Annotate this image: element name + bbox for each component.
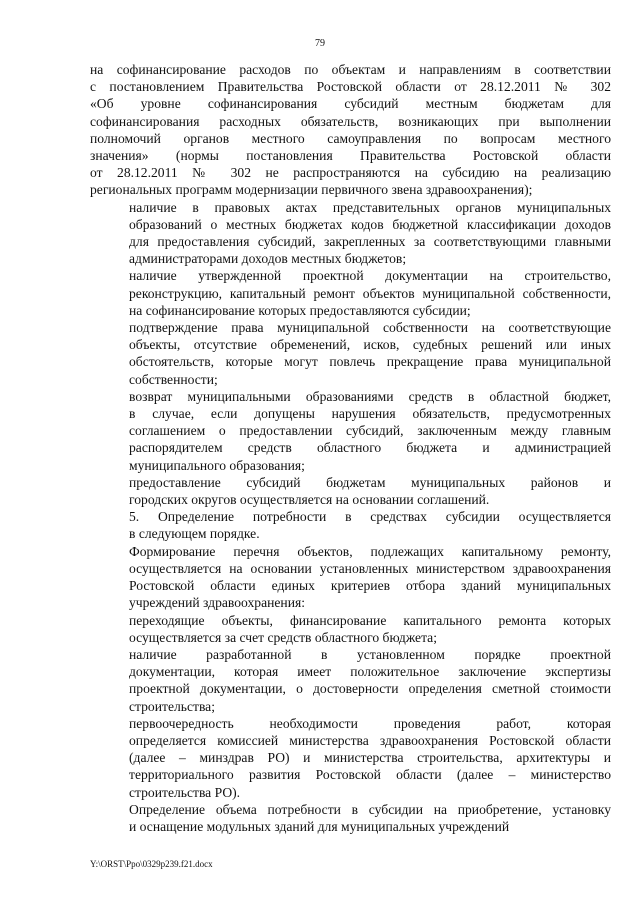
text-line: наличие в правовых актах представительных органов муниципальных (129, 199, 611, 215)
paragraph (90, 612, 611, 646)
text-line: первоочередность необходимости проведения работ, которая (129, 715, 611, 731)
text-line: строительства; (129, 698, 215, 714)
paragraph (90, 508, 611, 542)
document-body (90, 61, 611, 835)
paragraph (90, 715, 611, 801)
text-line: администраторами доходов местных бюджетов; (129, 251, 407, 267)
paragraph (90, 319, 611, 388)
text-line: значения» (нормы постановления Правительства Ростовской области (90, 148, 611, 164)
text-line: городских округов осуществляется на основании соглашений. (129, 492, 490, 508)
text-line: обстоятельств, которые могут повлечь прекращение права муниципальной (129, 354, 611, 370)
paragraph (90, 199, 611, 268)
paragraph (90, 646, 611, 715)
text-line: «Об уровне софинансирования субсидий местным бюджетам для (90, 96, 611, 112)
page-number: 79 (315, 38, 325, 49)
footer-file-path: Y:\ORST\Ppo\0329p239.f21.docx (90, 859, 213, 869)
paragraph (90, 801, 611, 835)
text-line: в следующем порядке. (129, 526, 260, 542)
text-line: проектной документации, о достоверности определения сметной стоимости (129, 681, 611, 697)
text-line: полномочий органов местного самоуправления по вопросам местного (90, 130, 611, 146)
text-line: определяется комиссией министерства здравоохранения Ростовской области (129, 732, 611, 748)
text-line: территориального развития Ростовской области (далее – министерство (129, 767, 611, 783)
text-line: учреждений здравоохранения: (129, 595, 305, 611)
text-line: в случае, если допущены нарушения обязательств, предусмотренных (129, 406, 611, 422)
text-line: собственности; (129, 371, 218, 387)
text-line: Определение объема потребности в субсидии на приобретение, установку (129, 801, 611, 817)
paragraph (90, 474, 611, 508)
text-line: строительства РО). (129, 784, 241, 800)
text-line: документации, которая имеет положительное заключение экспертизы (129, 664, 611, 680)
text-line: для предоставления субсидий, закрепленных за соответствующими главными (129, 234, 611, 250)
text-line: софинансирования расходных обязательств, возникающих при выполнении (90, 113, 611, 129)
text-line: наличие утвержденной проектной документации на строительство, (129, 268, 611, 284)
text-line: от 28.12.2011 № 302 не распространяются на субсидию на реализацию (90, 165, 611, 181)
text-line: переходящие объекты, финансирование капитального ремонта которых (129, 612, 611, 628)
paragraph (90, 543, 611, 612)
text-line: Формирование перечня объектов, подлежащих капитальному ремонту, (129, 543, 611, 559)
text-line: подтверждение права муниципальной собственности на соответствующие (129, 320, 611, 336)
text-line: возврат муниципальными образованиями средств в областной бюджет, (129, 388, 611, 404)
paragraph (90, 388, 611, 474)
text-line: осуществляется за счет средств областного бюджета; (129, 629, 437, 645)
text-line: с постановлением Правительства Ростовской области от 28.12.2011 № 302 (90, 79, 611, 95)
paragraph (90, 267, 611, 319)
text-line: соглашением о предоставлении субсидий, заключенным между главным (129, 423, 611, 439)
text-line: региональных программ модернизации первичного звена здравоохранения); (90, 182, 533, 198)
text-line: муниципального образования; (129, 457, 305, 473)
text-line: 5. Определение потребности в средствах субсидии осуществляется (129, 509, 611, 525)
text-line: Ростовской области единых критериев отбора зданий муниципальных (129, 578, 611, 594)
text-line: на софинансирование расходов по объектам и направлениям в соответствии (90, 62, 611, 77)
text-line: распорядителем средств областного бюджета и администрацией (129, 440, 611, 456)
text-line: образований о местных бюджетах кодов бюджетной классификации доходов (129, 216, 611, 232)
text-line: наличие разработанной в установленном порядке проектной (129, 646, 611, 662)
text-line: объекты, отсутствие обременений, исков, судебных решений или иных (129, 337, 611, 353)
text-line: и оснащение модульных зданий для муниципальных учреждений (129, 818, 510, 834)
paragraph (90, 61, 611, 199)
text-line: (далее – минздрав РО) и министерства строительства, архитектуры и (129, 750, 611, 766)
text-line: предоставление субсидий бюджетам муниципальных районов и (129, 474, 611, 490)
text-line: осуществляется на основании установленных министерством здравоохранения (129, 560, 611, 576)
text-line: на софинансирование которых предоставляются субсидии; (129, 302, 471, 318)
text-line: реконструкцию, капитальный ремонт объектов муниципальной собственности, (129, 285, 611, 301)
